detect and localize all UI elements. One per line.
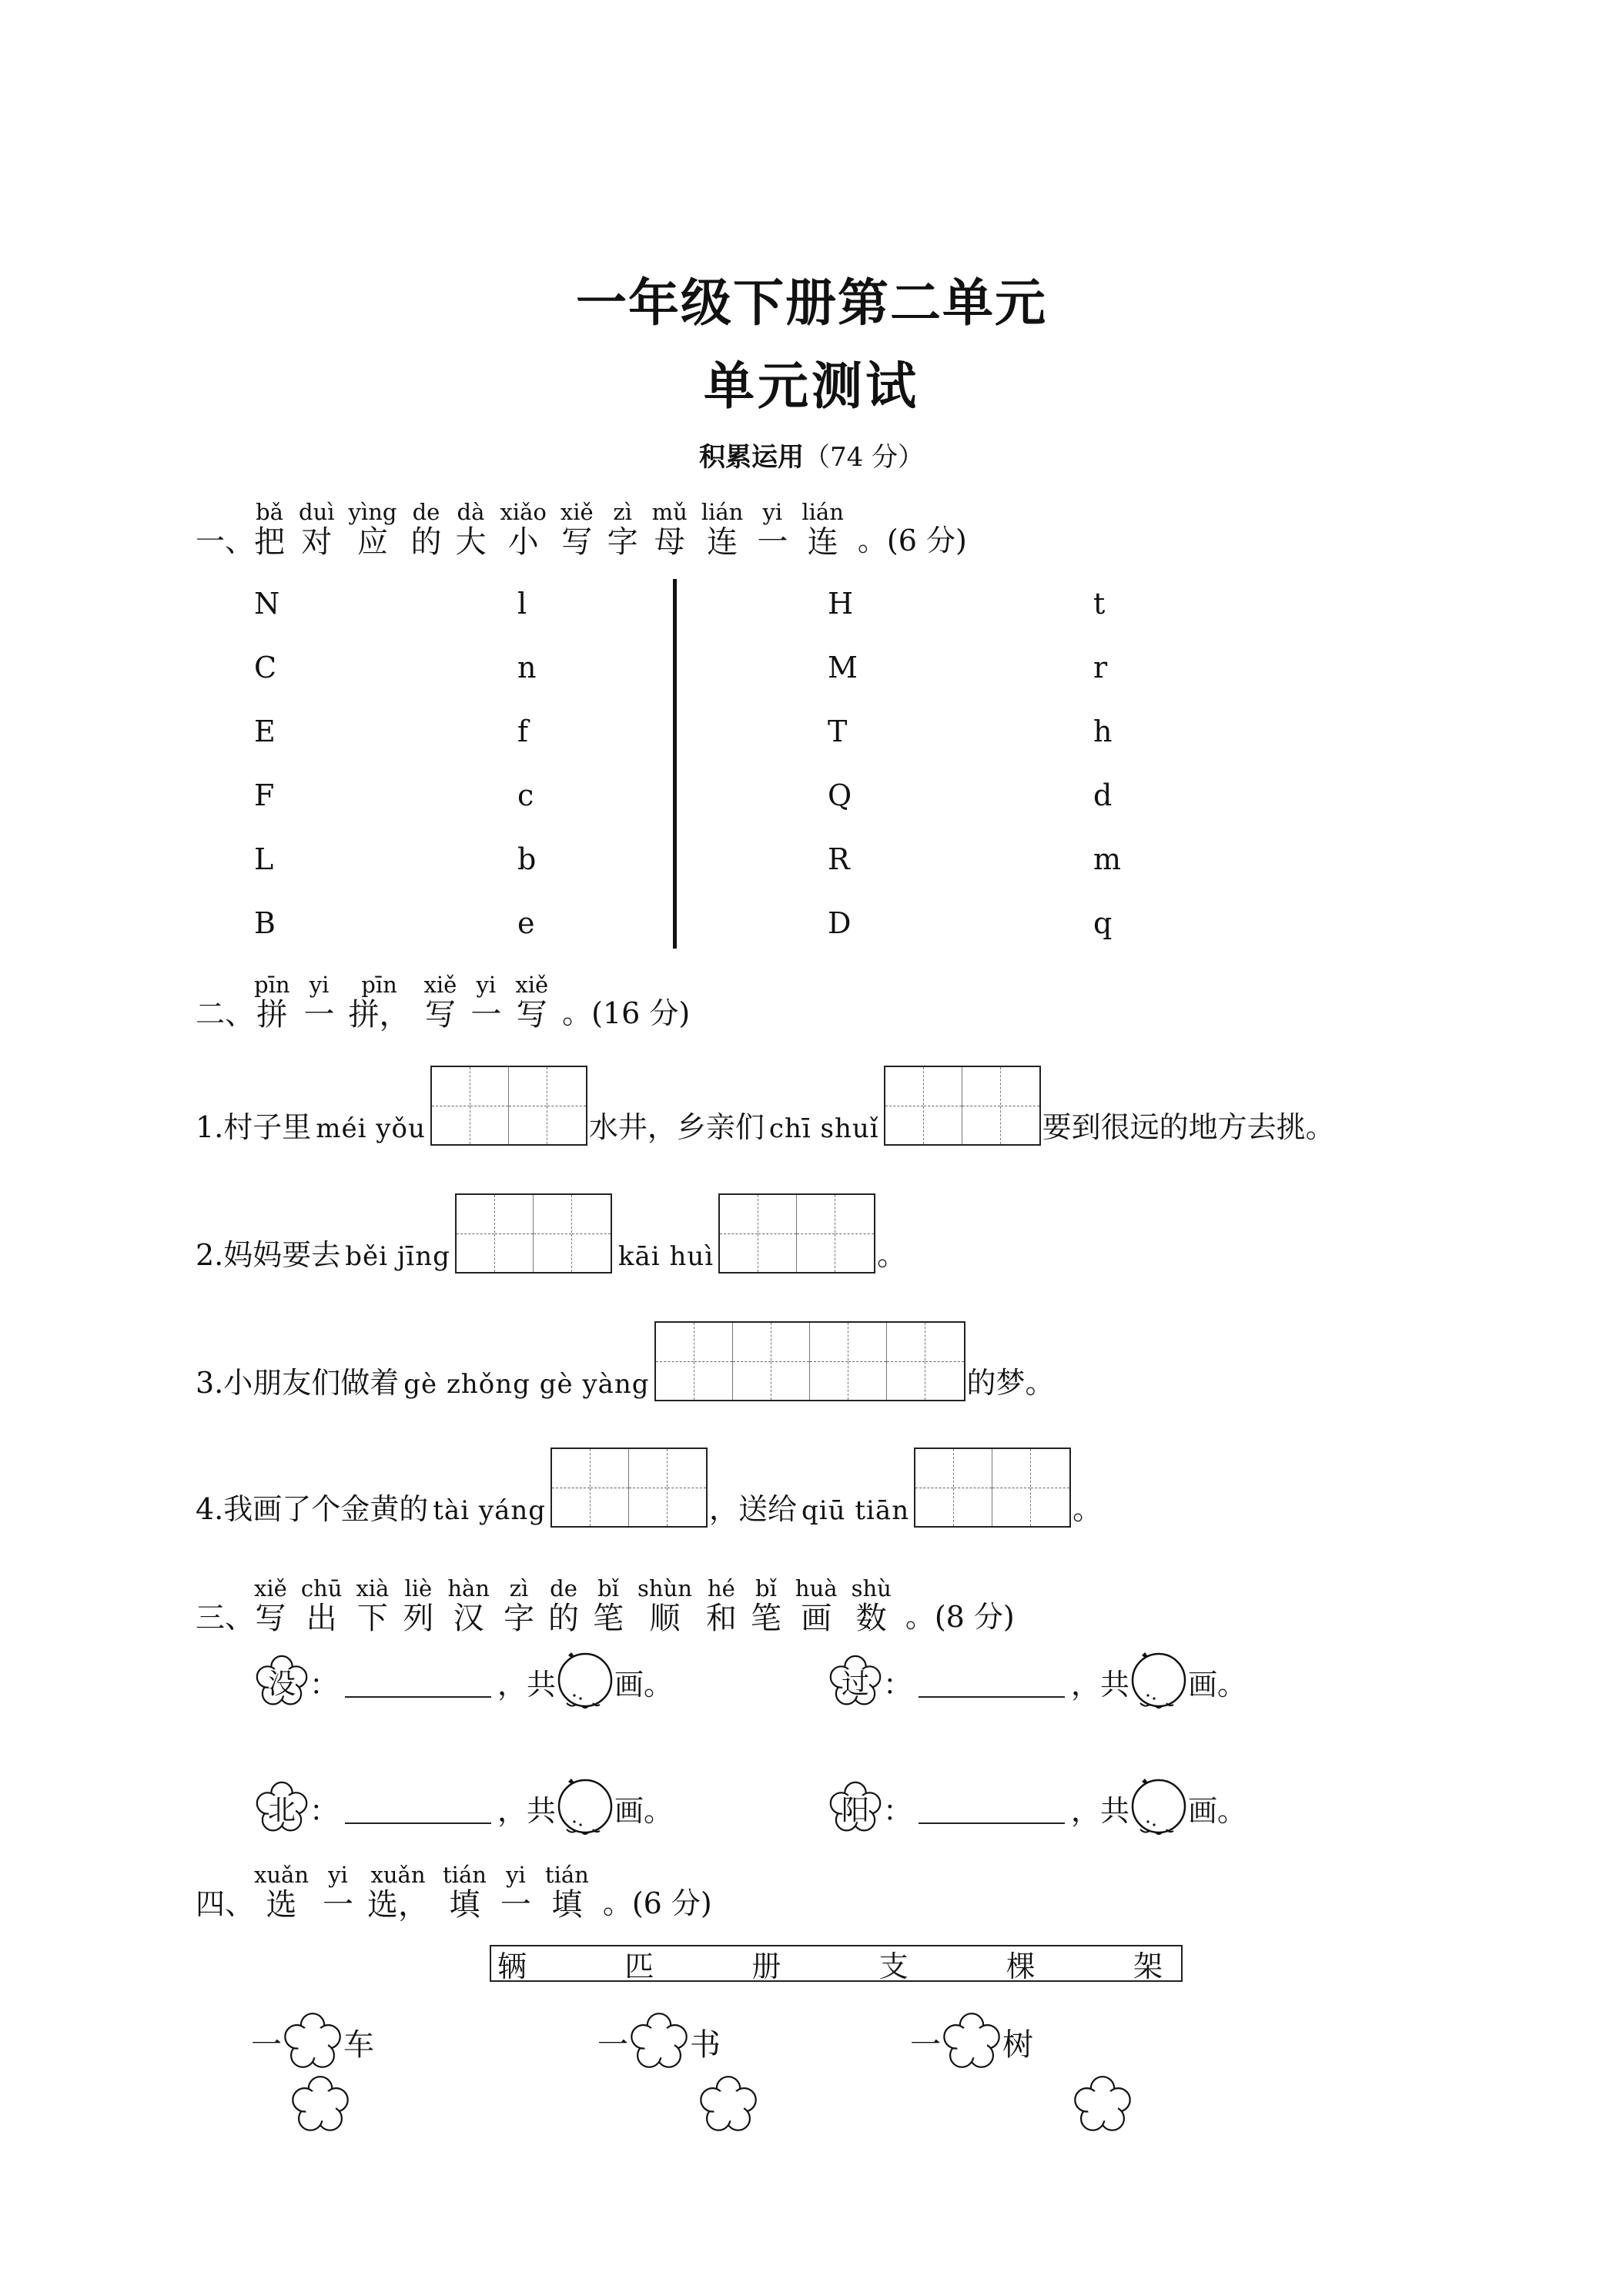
section-3-word: [706, 1575, 737, 1635]
section-4-words: [254, 1862, 603, 1922]
uppercase-letter[interactable]: M: [828, 651, 858, 684]
section-group-label: 积累运用: [698, 442, 804, 473]
uppercase-letter[interactable]: N: [254, 587, 280, 621]
q4-pinyin-2: qiū tiān: [801, 1495, 910, 1526]
section-4-tail: 。(6 分): [602, 1886, 712, 1920]
section-3-pinyin: bǐ: [597, 1575, 619, 1602]
section-1-word: [500, 499, 546, 559]
section-3-words: [254, 1575, 905, 1635]
q4-writing-grid-2[interactable]: [914, 1448, 1071, 1528]
q2-pinyin-2: kāi huì: [617, 1241, 714, 1272]
section-1-pinyin: yìng: [348, 499, 397, 525]
section-2-hanzi: 写: [424, 997, 456, 1033]
section-3-pinyin: shùn: [637, 1575, 692, 1602]
section-2-word: [424, 972, 457, 1032]
section-1-word: [652, 499, 688, 559]
section-1-hanzi: 应: [357, 524, 388, 560]
section-3-hanzi: 汉: [453, 1601, 484, 1636]
answer-flower-extra[interactable]: [1072, 2074, 1133, 2136]
section-1-word: [701, 499, 744, 559]
section-3-pinyin: shù: [851, 1575, 892, 1602]
q4-text-c: 。: [1073, 1492, 1103, 1526]
stroke-count-orange[interactable]: [1129, 1649, 1188, 1714]
flower-badge: [254, 1654, 310, 1709]
section-3-hanzi: 下: [356, 1601, 388, 1636]
section-1-word: [299, 499, 335, 559]
section-3-word: [751, 1575, 781, 1635]
measure-word-option: 辆: [497, 1949, 527, 1983]
strokes-label: 画。: [614, 1793, 674, 1828]
section-3-hanzi: 的: [548, 1601, 579, 1636]
section-1-word: [607, 499, 638, 559]
flower-badge: [254, 1780, 310, 1836]
uppercase-letter[interactable]: C: [254, 651, 277, 684]
section-4-word: [254, 1862, 309, 1922]
measure-word-option: 架: [1133, 1949, 1163, 1983]
uppercase-letter[interactable]: F: [254, 778, 275, 812]
section-2-pinyin: yi: [309, 972, 330, 998]
uppercase-letter[interactable]: D: [828, 906, 852, 940]
section-1-pinyin: dà: [457, 499, 485, 525]
section-3-hanzi: 和: [705, 1601, 737, 1636]
colon: ：: [883, 1793, 913, 1828]
section-2-tail: 。(16 分): [562, 996, 691, 1030]
section-3-hanzi: 画: [801, 1601, 832, 1636]
q2-pinyin-1: běi jīng: [345, 1241, 450, 1272]
section-4-hanzi: 填: [449, 1887, 480, 1923]
section-2-word: [254, 972, 290, 1032]
lowercase-letter[interactable]: b: [517, 842, 537, 876]
q4-pinyin-1: tài yáng: [433, 1495, 547, 1526]
section-2-heading: [196, 972, 690, 1032]
target-character: 过: [841, 1668, 869, 1700]
section-2-word: [349, 972, 410, 1032]
q2-writing-grid-2[interactable]: [718, 1193, 875, 1274]
q4-text-a: 4.我画了个金黄的: [196, 1492, 429, 1526]
uppercase-letter[interactable]: T: [828, 715, 848, 748]
uppercase-letter[interactable]: B: [254, 906, 276, 940]
section-2-number: 二、: [196, 997, 255, 1031]
lowercase-letter[interactable]: h: [1093, 715, 1113, 748]
measure-word-option: 棵: [1006, 1949, 1036, 1983]
section-4-heading: [196, 1862, 712, 1922]
section-group-score: （74 分）: [803, 442, 925, 473]
section-3-hanzi: 数: [855, 1601, 887, 1636]
section-1-pinyin: lián: [701, 499, 744, 525]
answer-flower[interactable]: [941, 2011, 1002, 2073]
section-4-pinyin: xuǎn: [254, 1862, 310, 1888]
strokes-label: 画。: [1188, 1667, 1247, 1702]
noun: 书: [690, 2027, 721, 2063]
section-4-word: [545, 1862, 589, 1922]
section-1-hanzi: 的: [410, 524, 442, 560]
answer-flower-extra[interactable]: [289, 2074, 351, 2136]
section-4-pinyin: yi: [328, 1862, 348, 1888]
section-1-word: [801, 499, 844, 559]
stroke-item: [254, 1776, 673, 1840]
section-1-pinyin: xiě: [560, 499, 594, 525]
section-3-word: [593, 1575, 624, 1635]
section-3-hanzi: 笔: [593, 1601, 624, 1636]
noun: 车: [343, 2027, 374, 2063]
section-3-word: [356, 1575, 389, 1635]
section-2-hanzi: 写: [516, 997, 547, 1033]
question-2-3: [196, 1321, 1055, 1401]
section-2-hanzi: 拼，: [348, 997, 410, 1033]
section-2-word: [515, 972, 548, 1032]
q1-text-a: 1.村子里: [196, 1110, 312, 1144]
section-4-word: [367, 1862, 429, 1922]
section-4-pinyin: tián: [544, 1862, 589, 1888]
section-3-word: [301, 1575, 343, 1635]
section-2-hanzi: 一: [303, 997, 335, 1033]
section-3-word: [548, 1575, 579, 1635]
section-3-hanzi: 字: [504, 1601, 534, 1636]
section-1-pinyin: yi: [762, 499, 783, 525]
strokes-label: 画。: [1188, 1793, 1247, 1828]
section-4-pinyin: yi: [506, 1862, 526, 1888]
question-2-4: [196, 1448, 1102, 1528]
section-1-hanzi: 母: [654, 524, 685, 560]
lowercase-letter[interactable]: q: [1093, 906, 1113, 940]
section-3-hanzi: 出: [306, 1601, 337, 1636]
lowercase-letter[interactable]: n: [517, 651, 537, 684]
section-4-hanzi: 选: [266, 1887, 297, 1923]
section-3-hanzi: 笔: [750, 1601, 781, 1636]
section-1-pinyin: mǔ: [651, 499, 688, 525]
total-label: ，共: [1071, 1667, 1130, 1702]
measure-word-options-box: [490, 1945, 1183, 1982]
section-1-pinyin: bǎ: [256, 499, 283, 525]
section-3-heading: [196, 1575, 1015, 1635]
colon: ：: [883, 1667, 913, 1702]
section-1-hanzi: 大: [455, 524, 487, 560]
section-2-pinyin: xiě: [423, 972, 457, 998]
section-3-pinyin: zì: [509, 1575, 529, 1602]
section-3-pinyin: huà: [795, 1575, 838, 1602]
answer-flower[interactable]: [282, 2011, 343, 2073]
q1-writing-grid-2[interactable]: [884, 1066, 1041, 1146]
section-1-tail: 。(6 分): [857, 524, 967, 557]
measure-word-option: 册: [751, 1949, 781, 1983]
q2-text-a: 2.妈妈要去: [196, 1238, 341, 1272]
section-group-title: [0, 436, 1623, 474]
section-1-word: [561, 499, 594, 559]
section-2-pinyin: pīn: [361, 972, 397, 998]
total-label: ，共: [497, 1793, 557, 1828]
uppercase-letter[interactable]: E: [254, 715, 276, 748]
q2-writing-grid-1[interactable]: [455, 1193, 612, 1274]
section-3-pinyin: liè: [404, 1575, 433, 1602]
section-3-hanzi: 列: [403, 1601, 434, 1636]
uppercase-letter[interactable]: H: [828, 587, 854, 621]
section-4-pinyin: tián: [443, 1862, 487, 1888]
section-3-word: [403, 1575, 433, 1635]
uppercase-letter[interactable]: L: [254, 842, 274, 876]
q1-pinyin-1: méi yǒu: [316, 1113, 426, 1144]
section-4-word: [323, 1862, 353, 1922]
measure-word-item: [251, 2011, 374, 2073]
section-2-pinyin: pīn: [254, 972, 290, 998]
strokes-label: 画。: [614, 1667, 674, 1702]
section-1-pinyin: lián: [801, 499, 844, 525]
q3-text-c: 的梦。: [966, 1366, 1055, 1400]
q4-writing-grid-1[interactable]: [550, 1448, 708, 1528]
section-1-hanzi: 写: [561, 524, 593, 560]
section-3-pinyin: hé: [708, 1575, 735, 1602]
stroke-order-blank[interactable]: [345, 1792, 491, 1824]
stroke-order-blank[interactable]: [345, 1665, 491, 1698]
number-one: 一: [597, 2027, 628, 2063]
section-1-word: [410, 499, 441, 559]
section-1-hanzi: 一: [757, 524, 788, 560]
flower-badge: [828, 1780, 883, 1836]
section-1-hanzi: 连: [807, 524, 838, 560]
section-1-hanzi: 连: [707, 524, 738, 560]
section-4-word: [500, 1862, 531, 1922]
stroke-item: [828, 1776, 1247, 1840]
number-one: 一: [251, 2027, 282, 2063]
page-title: 一年级下册第二单元: [576, 273, 1047, 333]
section-1-pinyin: xiǎo: [500, 499, 547, 525]
stroke-item: [254, 1649, 673, 1714]
section-1-word: [757, 499, 788, 559]
lowercase-letter[interactable]: l: [517, 587, 527, 621]
lowercase-letter[interactable]: f: [517, 715, 529, 748]
q4-text-b: ，送给: [709, 1492, 798, 1526]
lowercase-letter[interactable]: r: [1093, 651, 1108, 684]
target-character: 没: [267, 1668, 296, 1700]
section-3-word: [504, 1575, 534, 1635]
section-3-pinyin: hàn: [447, 1575, 490, 1602]
measure-word-option: 支: [878, 1949, 909, 1983]
section-1-word: [349, 499, 397, 559]
section-3-word: [447, 1575, 490, 1635]
lowercase-letter[interactable]: c: [517, 778, 534, 812]
stroke-count-orange[interactable]: [1129, 1776, 1188, 1840]
q1-text-b: 水井，乡亲们: [588, 1110, 765, 1144]
question-2-2: [196, 1193, 906, 1274]
section-1-pinyin: zì: [613, 499, 632, 525]
page-subtitle: 单元测试: [704, 356, 919, 416]
number-one: 一: [910, 2027, 941, 2063]
section-1-pinyin: duì: [299, 499, 335, 525]
colon: ：: [310, 1793, 340, 1828]
section-4-hanzi: 选，: [367, 1887, 430, 1923]
section-2-words: [254, 972, 562, 1032]
section-3-pinyin: xiě: [254, 1575, 287, 1602]
section-2-pinyin: xiě: [515, 972, 549, 998]
section-2-hanzi: 拼: [256, 997, 288, 1033]
section-3-number: 三、: [196, 1601, 255, 1635]
target-character: 阳: [841, 1794, 869, 1826]
section-2-word: [304, 972, 335, 1032]
lowercase-letter[interactable]: t: [1093, 587, 1106, 621]
noun: 树: [1002, 2027, 1033, 2063]
section-1-heading: [196, 499, 967, 559]
q3-text-a: 3.小朋友们做着: [196, 1366, 400, 1400]
measure-word-item: [597, 2011, 721, 2073]
measure-word-option: 匹: [624, 1949, 654, 1983]
stroke-order-blank[interactable]: [919, 1792, 1065, 1824]
target-character: 北: [267, 1794, 296, 1826]
section-1-hanzi: 小: [507, 524, 539, 560]
section-3-pinyin: chū: [300, 1575, 343, 1602]
total-label: ，共: [1071, 1793, 1130, 1828]
section-4-hanzi: 填: [551, 1887, 583, 1923]
section-4-hanzi: 一: [323, 1887, 354, 1923]
flower-badge: [828, 1654, 883, 1709]
answer-flower[interactable]: [628, 2011, 690, 2073]
section-2-hanzi: 一: [470, 997, 502, 1033]
section-1-hanzi: 把: [254, 524, 286, 560]
uppercase-letter[interactable]: R: [828, 842, 850, 876]
lowercase-letter[interactable]: d: [1093, 778, 1113, 812]
section-4-number: 四、: [196, 1887, 255, 1921]
section-3-word: [254, 1575, 287, 1635]
section-3-pinyin: xià: [356, 1575, 390, 1602]
q3-pinyin-1: gè zhǒng gè yàng: [403, 1369, 650, 1400]
q1-writing-grid-1[interactable]: [430, 1066, 587, 1146]
q3-writing-grid[interactable]: [654, 1321, 965, 1401]
section-1-word: [254, 499, 285, 559]
section-3-word: [795, 1575, 838, 1635]
total-label: ，共: [497, 1667, 557, 1702]
section-4-pinyin: xuǎn: [370, 1862, 426, 1888]
lowercase-letter[interactable]: m: [1093, 842, 1122, 876]
section-1-hanzi: 字: [607, 524, 638, 560]
section-2-word: [470, 972, 501, 1032]
section-1-hanzi: 对: [301, 524, 333, 560]
section-1-number: 一、: [196, 524, 255, 558]
stroke-order-blank[interactable]: [919, 1665, 1065, 1698]
section-1-words: [254, 499, 858, 559]
divider-line: [673, 579, 677, 949]
section-3-hanzi: 写: [255, 1601, 286, 1636]
measure-word-item: [910, 2011, 1033, 2073]
section-3-word: [852, 1575, 892, 1635]
q2-text-c: 。: [877, 1238, 907, 1272]
colon: ：: [310, 1667, 340, 1702]
section-3-pinyin: bǐ: [755, 1575, 777, 1602]
lowercase-letter[interactable]: e: [517, 906, 535, 940]
section-1-pinyin: de: [412, 499, 440, 525]
section-4-word: [443, 1862, 487, 1922]
section-3-tail: 。(8 分): [905, 1600, 1015, 1634]
section-3-hanzi: 顺: [649, 1601, 681, 1636]
stroke-count-orange[interactable]: [556, 1776, 614, 1840]
uppercase-letter[interactable]: Q: [828, 778, 852, 812]
stroke-item: [828, 1649, 1247, 1714]
section-3-word: [637, 1575, 692, 1635]
section-3-pinyin: de: [550, 1575, 577, 1602]
section-2-pinyin: yi: [476, 972, 497, 998]
stroke-count-orange[interactable]: [556, 1649, 614, 1714]
section-4-hanzi: 一: [500, 1887, 531, 1923]
question-2-1: [196, 1066, 1335, 1146]
q1-pinyin-2: chī shuǐ: [768, 1113, 879, 1144]
q1-text-c: 要到很远的地方去挑。: [1042, 1110, 1335, 1144]
answer-flower-extra[interactable]: [698, 2074, 759, 2136]
section-1-word: [455, 499, 486, 559]
